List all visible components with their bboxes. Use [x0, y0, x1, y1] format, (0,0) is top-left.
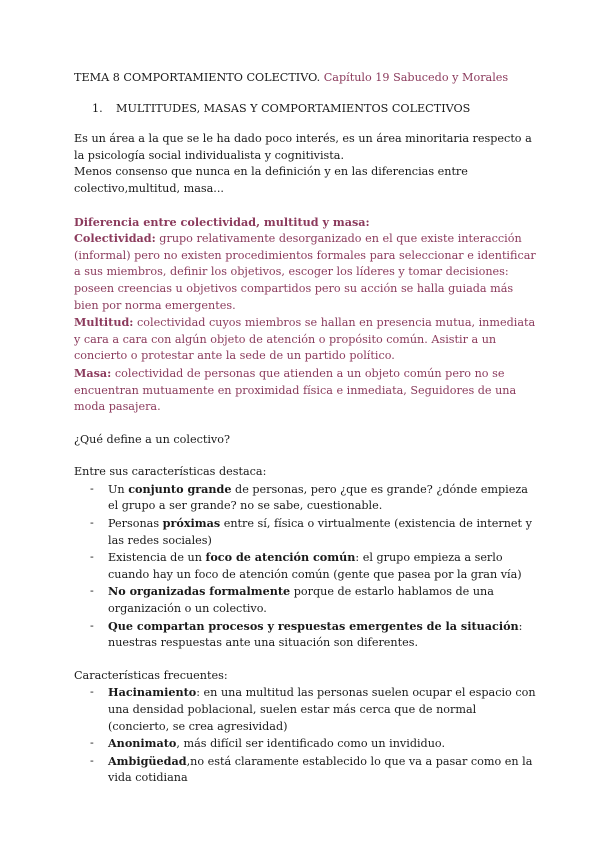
item-text: entre sí, física o virtualmente (existencia de internet y las redes sociales) [108, 517, 532, 547]
item-text: Existencia de un [108, 551, 206, 565]
frequent-block [74, 668, 540, 787]
term-multitud: Multitud: [74, 315, 134, 330]
term-masa: Masa: [74, 365, 112, 380]
list-item [74, 684, 540, 735]
item-text: : el grupo empieza a serlo cuando hay un foco de atención común (gente que pasea por la gran vía) [108, 551, 522, 581]
intro-paragraph [74, 131, 540, 197]
characteristics-list [74, 481, 540, 652]
item-text: ,no está claramente establecido lo que va a pasar como en la vida cotidiana [108, 754, 533, 785]
list-item [74, 618, 540, 652]
list-item [74, 583, 540, 617]
text-masa: colectividad de personas que atienden a un objeto común pero no se encuentran mutuamente en proximidad física e inmediata, Seguidores de una moda pasajera. [74, 366, 517, 414]
item-text: de personas, pero ¿que es grande? ¿dónde empieza el grupo a ser grande? no se sabe, cuestionable. [108, 482, 528, 513]
list-item [74, 515, 540, 549]
definitions-block [74, 214, 540, 416]
item-bold: foco de atención común [205, 550, 356, 565]
definitions-heading: Diferencia entre colectividad, multitud y masa: [74, 214, 370, 229]
list-dash: - [90, 584, 94, 598]
list-item [74, 549, 540, 583]
item-text: Un [108, 482, 129, 496]
list-dash: - [90, 516, 94, 530]
item-bold: Anonimato [108, 736, 177, 751]
item-bold: No organizadas formalmente [108, 584, 291, 599]
item-bold: Hacinamiento [108, 685, 197, 700]
item-text: , más difícil ser identificado como un invididuo. [176, 737, 446, 751]
item-bold: próximas [162, 516, 221, 531]
list-dash: - [90, 736, 94, 750]
section-title: MULTITUDES, MASAS Y COMPORTAMIENTOS COLECTIVOS [116, 101, 471, 115]
section-heading [74, 101, 540, 118]
item-text: porque de estarlo hablamos de una organización o un colectivo. [108, 585, 494, 616]
list-dash: - [90, 481, 94, 495]
item-bold: Ambigüedad [108, 753, 187, 768]
document-title [74, 70, 540, 87]
term-colectividad: Colectividad: [74, 231, 156, 246]
title-main: TEMA 8 COMPORTAMIENTO COLECTIVO. [74, 71, 321, 84]
list-dash: - [90, 685, 94, 699]
item-text: : nuestras respuestas ante una situación son diferentes. [108, 619, 523, 650]
frequent-heading: Características frecuentes: [74, 668, 228, 682]
list-dash: - [90, 550, 94, 564]
question-line: ¿Qué define a un colectivo? [74, 432, 230, 446]
item-text: Personas [108, 517, 163, 531]
list-item [74, 481, 540, 515]
frequent-list [74, 684, 540, 787]
definition-multitud [74, 314, 540, 365]
characteristics-heading: Entre sus características destaca: [74, 465, 267, 479]
definition-colectividad [74, 230, 540, 314]
list-item [74, 735, 540, 753]
item-bold: Que compartan procesos y respuestas emergentes de la situación [108, 618, 519, 633]
list-dash: - [90, 618, 94, 632]
item-bold: conjunto grande [128, 481, 232, 496]
item-text: : en una multitud las personas suelen ocupar el espacio con una densidad poblacional, suelen estar más cerca que de normal (concierto, se crea agresividad) [108, 686, 536, 733]
list-dash: - [90, 753, 94, 767]
intro-line-2: Menos consenso que nunca en la definición y en las diferencias entre colectivo,multitud, masa... [74, 165, 468, 195]
title-subtitle: Capítulo 19 Sabucedo y Morales [323, 71, 509, 84]
text-colectividad: grupo relativamente desorganizado en el que existe interacción (informal) pero no existen procedimientos formales para seleccionar e identificar a sus miembros, definir los objetivos, escoger los líderes y tomar decisiones: poseen creencias u objetivos compartidos pero su acción se halla guiada más bien por norma emergentes. [74, 232, 536, 312]
characteristics-block [74, 464, 540, 652]
definition-masa [74, 365, 540, 416]
list-item [74, 753, 540, 787]
text-multitud: colectividad cuyos miembros se hallan en presencia mutua, inmediata y cara a cara con algún objeto de atención o propósito común. Asistir a un concierto o protestar ante la sede de un partido político. [74, 316, 536, 363]
section-number: 1. [92, 101, 103, 115]
intro-line-1: Es un área a la que se le ha dado poco interés, es un área minoritaria respecto a la psicología social individualista y cognitivista. [74, 132, 532, 162]
